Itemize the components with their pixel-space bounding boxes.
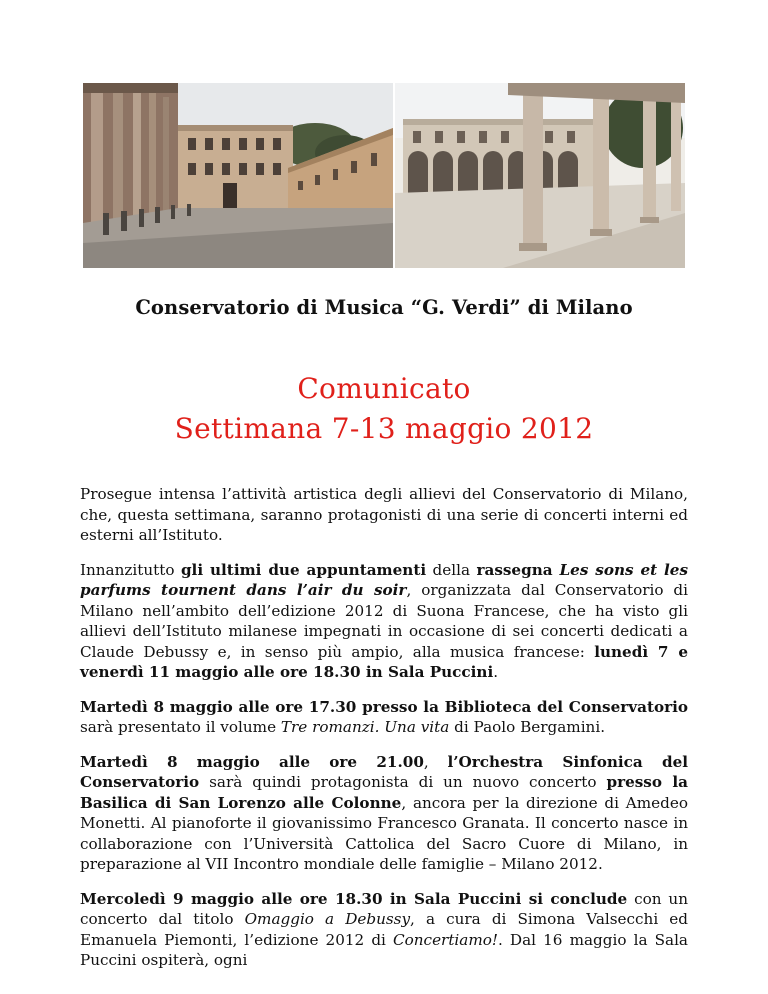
text-span: sarà presentato il volume (80, 718, 281, 736)
text-span: con un concerto dal titolo (80, 889, 688, 928)
paragraph-rassegna (80, 560, 688, 683)
paragraph-debussy (80, 889, 688, 971)
text-span: sarà quindi protagonista di un nuovo concerto (199, 773, 607, 791)
paragraph-biblioteca (80, 697, 688, 738)
book-title: Tre romanzi. Una vita (280, 718, 450, 736)
text-span: . (493, 663, 499, 681)
emphasis-venue: presso la Basilica di San Lorenzo alle Colonne (80, 773, 688, 812)
paragraph-orchestra (80, 752, 688, 875)
text-span: , organizzata dal Conservatorio di Milano nell’ambito dell’edizione 2012 di Suona Francese, che ha visto gli allievi dell’Istituto milanese impegnati in occasione di sei concerti dedicati a Claude Debussy e, in senso più ampio, alla musica francese: (80, 581, 688, 661)
text-span: , (423, 752, 448, 771)
emphasis-mercoledi: Mercoledì 9 maggio alle ore 18.30 in Sala Puccini si conclude (80, 889, 628, 908)
series-title: Concertiamo! (393, 930, 498, 949)
emphasis-orchestra: l’Orchestra Sinfonica del Conservatorio (80, 752, 689, 791)
emphasis-appuntamenti: gli ultimi due appuntamenti (180, 560, 427, 579)
text-span: , ancora per la direzione di Amedeo Monetti. Al pianoforte il giovanissimo Francesco Granata. Il concerto nasce in collaborazione con l’Università Cattolica del Sacro Cuore di Milano, in preparazione al VII Incontro mondiale delle famiglie – Milano 2012. (80, 793, 688, 873)
text-span: , a cura di Simona Valsecchi ed Emanuela Piemonti, l’edizione 2012 di (80, 910, 688, 949)
text-span: della (426, 560, 477, 579)
title-week: Settimana 7-13 maggio 2012 (174, 412, 594, 445)
press-release-body (80, 484, 688, 985)
emphasis-dates: lunedì 7 e venerdì 11 maggio alle ore 18.30 in Sala Puccini (80, 642, 688, 681)
emphasis-biblioteca: Martedì 8 maggio alle ore 17.30 presso la Biblioteca del Conservatorio (80, 697, 688, 716)
emphasis-rassegna: rassegna (476, 560, 560, 579)
institution-heading: Conservatorio di Musica “G. Verdi” di Milano (135, 296, 633, 319)
conservatory-courtyard-photo (83, 83, 685, 268)
concert-title: Omaggio a Debussy (244, 910, 411, 928)
text-span: di Paolo Bergamini. (449, 718, 606, 736)
rassegna-title: Les sons et les parfums tournent dans l’air du soir (80, 560, 689, 599)
paragraph-intro: Prosegue intensa l’attività artistica degli allievi del Conservatorio di Milano, che, questa settimana, saranno protagonisti di una serie di concerti interni ed esterni all’Istituto. (80, 485, 688, 544)
text-span: . Dal 16 maggio la Sala Puccini ospiterà, ogni (80, 930, 688, 969)
title-communique: Comunicato (297, 372, 471, 405)
text-span: Innanzitutto (80, 560, 181, 579)
emphasis-date: Martedì 8 maggio alle ore 21.00 (80, 752, 424, 771)
